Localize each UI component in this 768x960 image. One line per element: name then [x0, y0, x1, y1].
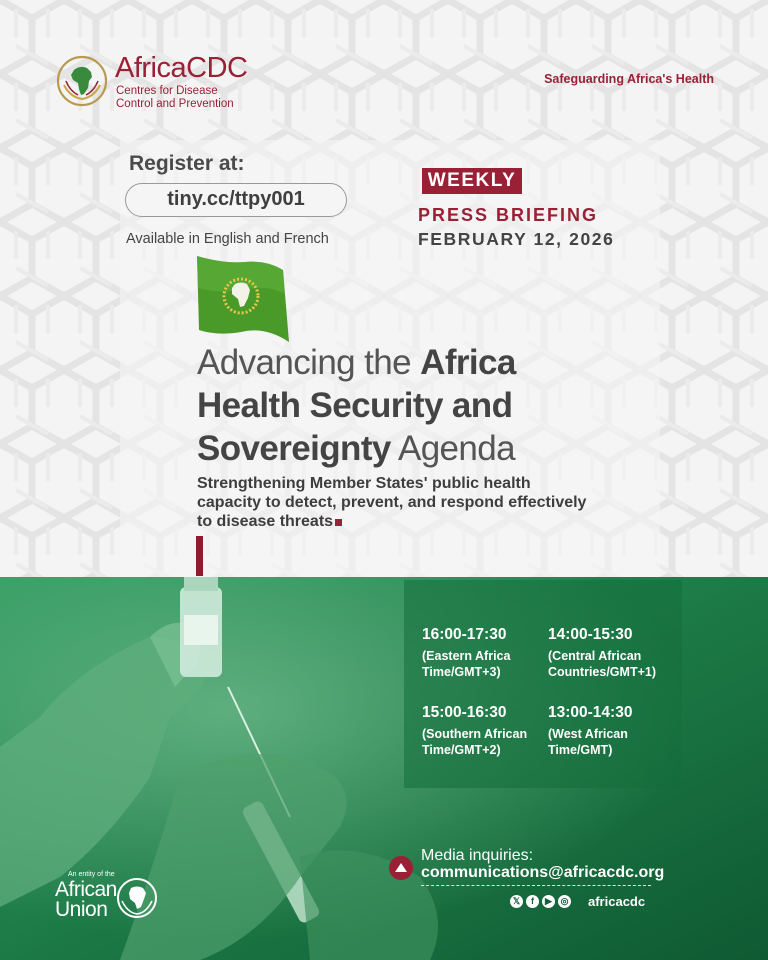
headline	[197, 341, 617, 470]
schedule-slot-eastern	[422, 626, 532, 680]
social-icons	[510, 895, 571, 908]
african-label: African	[55, 878, 117, 901]
media-email-link[interactable]: communications@africacdc.org	[421, 864, 665, 881]
schedule-slot-central	[548, 626, 668, 680]
slot-zone: (Southern African Time/GMT+2)	[422, 727, 528, 757]
schedule-panel	[404, 580, 682, 788]
africa-cdc-logo-icon	[56, 55, 108, 107]
entity-of-label: An entity of the	[68, 871, 115, 878]
slot-time: 14:00-15:30	[548, 626, 633, 643]
x-icon[interactable]: 𝕏	[510, 895, 523, 908]
union-label: Union	[55, 898, 108, 921]
slot-zone: (Central African Countries/GMT+1)	[548, 649, 656, 679]
media-contact-icon	[388, 855, 414, 881]
headline-part-2: Africa Health Security and Sovereignty	[197, 343, 516, 468]
schedule-slot-west	[548, 704, 648, 758]
african-union-emblem-icon	[116, 877, 158, 919]
african-union-flag-icon	[195, 254, 290, 346]
accent-bar	[196, 536, 203, 576]
slot-zone: (Eastern Africa Time/GMT+3)	[422, 649, 511, 679]
slot-zone: (West African Time/GMT)	[548, 727, 628, 757]
weekly-badge: WEEKLY	[422, 168, 522, 194]
instagram-icon[interactable]: ◎	[558, 895, 571, 908]
african-union-wordmark	[55, 880, 117, 920]
divider	[421, 885, 651, 886]
social-handle: africacdc	[588, 894, 646, 909]
subheadline-text: Strengthening Member States' public health capacity to detect, prevent, and respond effectively to disease threats	[197, 475, 587, 530]
accent-square	[335, 519, 342, 526]
press-briefing-title: PRESS BRIEFING	[418, 205, 599, 225]
slot-time: 16:00-17:30	[422, 626, 507, 643]
language-note: Available in English and French	[126, 231, 329, 247]
schedule-slot-southern	[422, 704, 540, 758]
brand-name: AfricaCDC	[115, 52, 248, 84]
slot-time: 15:00-16:30	[422, 704, 507, 721]
facebook-icon[interactable]: f	[526, 895, 539, 908]
subheadline	[197, 474, 597, 531]
tagline: Safeguarding Africa's Health	[544, 72, 714, 86]
slot-time: 13:00-14:30	[548, 704, 633, 721]
register-label: Register at:	[129, 152, 245, 175]
youtube-icon[interactable]: ▶	[542, 895, 555, 908]
media-inquiries-label: Media inquiries:	[421, 847, 534, 864]
brand-subtitle: Centres for Disease Control and Prevention	[116, 85, 234, 110]
register-link[interactable]: tiny.cc/ttpy001	[125, 183, 347, 217]
headline-part-1: Advancing the	[197, 343, 421, 382]
briefing-date: FEBRUARY 12, 2026	[418, 229, 615, 249]
headline-part-3: Agenda	[390, 429, 516, 468]
